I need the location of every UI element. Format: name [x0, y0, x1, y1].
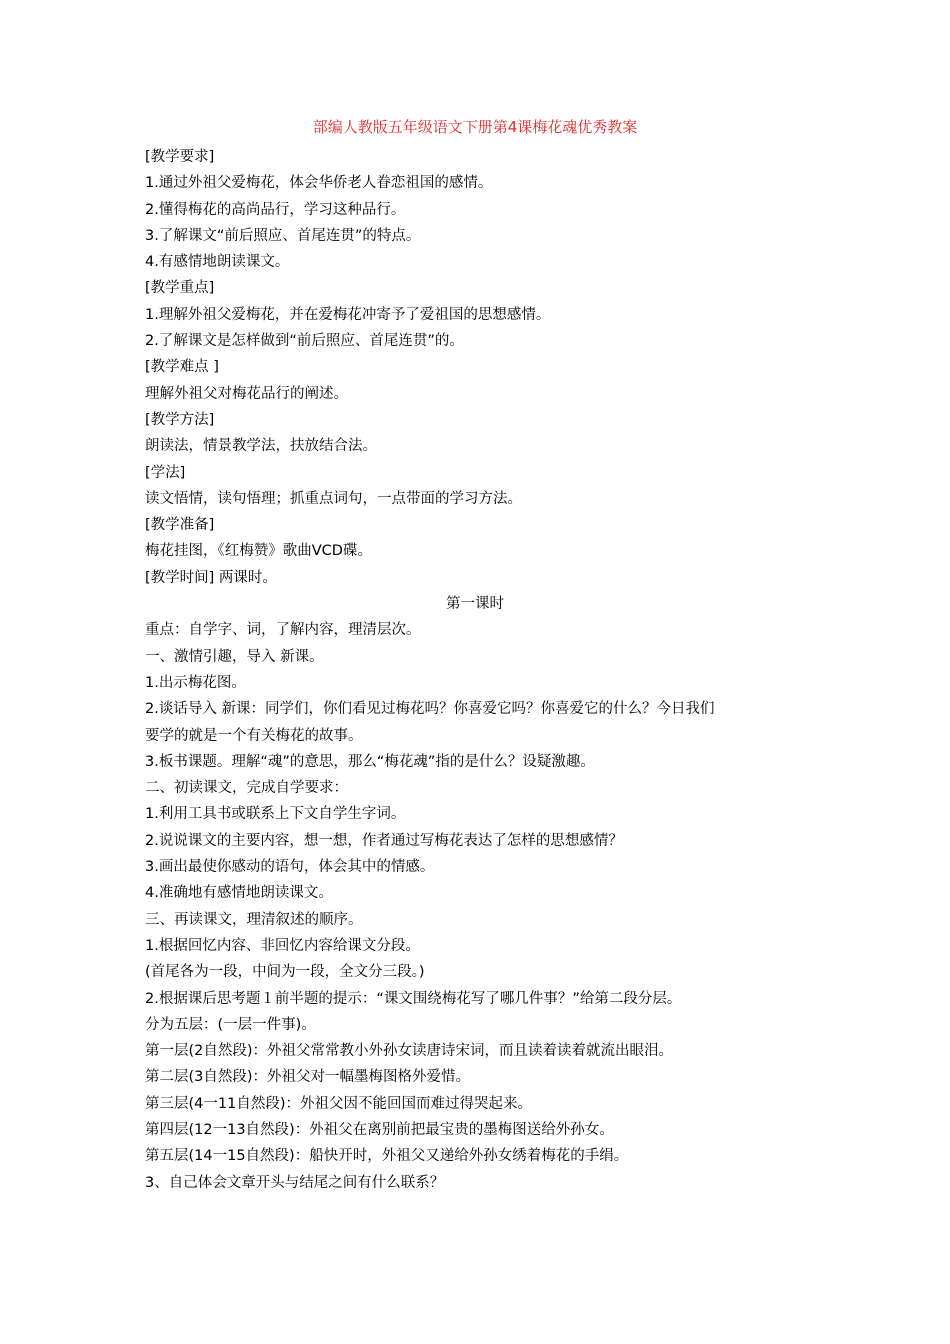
text-line: [教学要求] [145, 149, 215, 165]
text-line: 三、再读课文，理清叙述的顺序。 [145, 911, 363, 928]
text-line: 理解外祖父对梅花品行的阐述。 [145, 385, 348, 402]
text-line: 朗读法，情景教学法，扶放结合法。 [145, 438, 377, 455]
text-line: [教学准备] [145, 517, 215, 534]
text-line: [学法] [145, 464, 186, 481]
text-line: [教学重点] [145, 280, 215, 297]
text-line: 4.有感情地朗读课文。 [145, 254, 290, 271]
text-line: 重点：自学字、词，了解内容，理清层次。 [145, 622, 421, 639]
text-line: 要学的就是一个有关梅花的故事。 [145, 727, 363, 744]
text-line: 2.说说课文的主要内容，想一想，作者通过写梅花表达了怎样的思想感情？ [145, 832, 623, 849]
text-line: 1.通过外祖父爱梅花，体会华侨老人眷恋祖国的感情。 [145, 175, 493, 192]
text-line: 读文悟情，读句悟理；抓重点词句，一点带面的学习方法。 [145, 490, 522, 507]
text-line: 二、初读课文，完成自学要求： [145, 780, 348, 797]
text-line: 2.懂得梅花的高尚品行，学习这种品行。 [145, 201, 406, 218]
text-line: 3.画出最使你感动的语句，体会其中的情感。 [145, 859, 435, 876]
text-line: 1.根据回忆内容、非回忆内容给课文分段。 [145, 937, 420, 954]
document-body [145, 144, 815, 1196]
text-line: 4.准确地有感情地朗读课文。 [145, 885, 333, 902]
text-line: 第三层(4一11自然段)：外祖父因不能回国而难过得哭起来。 [145, 1095, 532, 1112]
section-heading: 第一课时 [446, 596, 504, 613]
text-line: 一、激情引趣，导入 新课。 [145, 648, 324, 665]
text-line: 2.根据课后思考题１前半题的提示：“课文围绕梅花写了哪几件事？”给第二段分层。 [145, 990, 682, 1007]
text-line: [教学时间] 两课时。 [145, 569, 277, 586]
text-line: 第一层(2自然段)：外祖父常常教小外孙女读唐诗宋词，而且读着读着就流出眼泪。 [145, 1043, 674, 1060]
text-line: 第二层(3自然段)：外祖父对一幅墨梅图格外爱惜。 [145, 1069, 471, 1086]
text-line: 第五层(14一15自然段)：船快开时，外祖父又递给外孙女绣着梅花的手绢。 [145, 1148, 629, 1165]
text-line: 梅花挂图，《红梅赞》歌曲VCD碟。 [145, 543, 372, 560]
text-line: 1.出示梅花图。 [145, 674, 246, 691]
text-line: 分为五层：(一层一件事)。 [145, 1016, 316, 1033]
text-line: 第四层(12一13自然段)：外祖父在离别前把最宝贵的墨梅图送给外孙女。 [145, 1121, 614, 1138]
text-line: 1.理解外祖父爱梅花，并在爱梅花冲寄予了爱祖国的思想感情。 [145, 306, 551, 323]
text-line: [教学方法] [145, 411, 215, 428]
text-line: 3、自己体会文章开头与结尾之间有什么联系？ [145, 1174, 445, 1191]
text-line: 2.了解课文是怎样做到“前后照应、首尾连贯”的。 [145, 333, 464, 350]
text-line: 1.利用工具书或联系上下文自学生字词。 [145, 806, 406, 823]
text-line: 3.板书课题。理解“魂”的意思，那么“梅花魂”指的是什么？设疑激趣。 [145, 753, 595, 770]
text-line: 3.了解课文“前后照应、首尾连贯”的特点。 [145, 227, 421, 244]
text-line: [教学难点 ] [145, 359, 219, 376]
text-line: 2.谈话导入 新课：同学们，你们看见过梅花吗？你喜爱它吗？你喜爱它的什么？今日我们 [145, 701, 715, 718]
document-title: 部编人教版五年级语文下册第4课梅花魂优秀教案 [312, 118, 638, 136]
text-line: (首尾各为一段，中间为一段，全文分三段。) [145, 964, 425, 981]
